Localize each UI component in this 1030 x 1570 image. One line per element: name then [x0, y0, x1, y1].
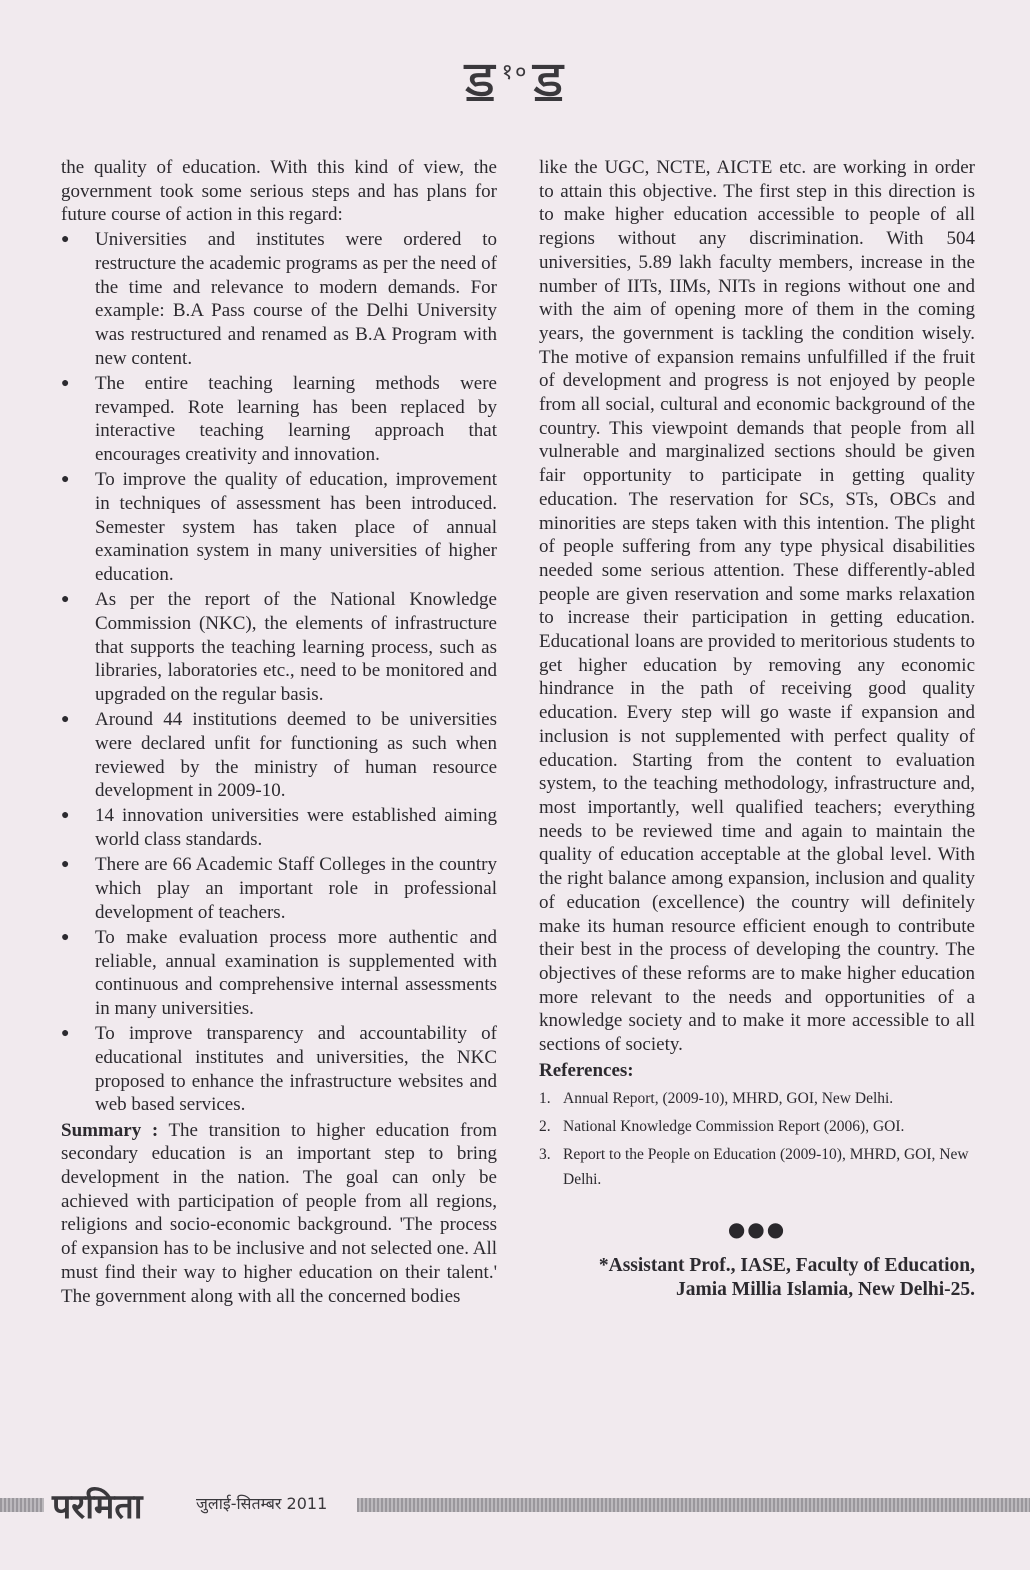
issue-date: जुलाई-सितम्बर 2011	[196, 1494, 328, 1513]
bullet-icon: ●	[61, 472, 70, 488]
reference-item: 2. National Knowledge Commission Report (2006), GOI.	[539, 1118, 905, 1136]
right-column	[539, 156, 975, 1302]
bullet-icon: ●	[61, 1026, 70, 1042]
reference-item: 1. Annual Report, (2009-10), MHRD, GOI, New Delhi.	[539, 1090, 894, 1108]
page-footer	[0, 1487, 1030, 1527]
bullet-icon: ●	[61, 930, 70, 945]
intro-paragraph: the quality of education. With this kind of view, the government took some serious steps and has plans for future course of action in this regard:	[61, 157, 497, 226]
bullet-icon: ●	[61, 857, 70, 873]
list-item: ● The entire teaching learning methods were revamped. Rote learning has been replaced by interactive teaching learning approach that encourages creativity and innovation.	[61, 372, 497, 465]
references-heading: References:	[539, 1059, 634, 1081]
author-affiliation	[539, 1254, 975, 1302]
list-item: ● To improve transparency and accountability of educational institutes and universities, the NKC proposed to enhance the infrastructure websites and web based services.	[61, 1023, 497, 1116]
list-item: ● To make evaluation process more authentic and reliable, annual examination is supplemented with continuous and comprehensive internal assessments in many universities.	[61, 927, 497, 1020]
list-item: ● 14 innovation universities were established aiming world class standards.	[61, 805, 497, 851]
affiliation-line-2: Jamia Millia Islamia, New Delhi-25.	[676, 1279, 975, 1301]
list-item: ● As per the report of the National Knowledge Commission (NKC), the elements of infrastructure that supports the teaching learning process, such as libraries, laboratories etc., need to be monitored and upgraded on the regular basis.	[61, 589, 497, 705]
journal-name: परमिता	[52, 1487, 143, 1527]
summary-paragraph	[61, 1119, 497, 1309]
footer-rule-right	[357, 1498, 1030, 1512]
bullet-icon: ●	[61, 232, 70, 248]
bullet-icon: ●	[61, 592, 70, 608]
header-right-ornament: ॾ	[532, 47, 566, 115]
list-item: ● Universities and institutes were ordered to restructure the academic programs as per the need of the time and relevance to modern demands. For example: B.A Pass course of the Delhi University was restructured and renamed as B.A Program with new content.	[61, 229, 497, 369]
body-paragraph: like the UGC, NCTE, AICTE etc. are working in order to attain this objective. The first step in this direction is to make higher education accessible to people of all regions without any discrimination. With 504 universities, 5.89 lakh faculty members, increase in the number of IITs, IIMs, NITs in regions without one and with the aim of opening more of them in the coming years, the government is tackling the condition wisely. The motive of expansion remains unfulfilled if the fruit of development and progress is not enjoyed by people from all social, cultural and economic background of the country. This viewpoint demands that people from all vulnerable and marginalized sections should be given fair opportunity to participate in getting quality education. The reservation for SCs, STs, OBCs and minorities are steps taken with this intention. The plight of people suffering from any type physical disabilities needed some serious attention. These differently-abled people are given reservation and some marks relaxation to increase their participation in getting education. Educational loans are provided to meritorious students to get higher education by removing any economic hindrance in the path of receiving good quality education. Every step will go waste if expansion and inclusion is not supplemented with perfect quality of education. Starting from the content to evaluation system, to the teaching methodology, infrastructure and, most importantly, well qualified teachers; everything needs to be reviewed time and again to maintain the quality of education acceptable at the global level. With the right balance among expansion, inclusion and quality of education (excellence) the country will definitely make its human resource efficient enough to contribute their best in the process of developing the country. The objectives of these reforms are to make higher education more relevant to the needs and opportunities of a knowledge society and to make it more accessible to all sections of society.	[539, 157, 975, 1056]
footer-rule-left	[0, 1498, 44, 1512]
page-number: १०	[501, 59, 529, 85]
summary-label: Summary :	[61, 1119, 159, 1141]
list-item: ● To improve the quality of education, improvement in techniques of assessment has been introduced. Semester system has taken place of annual examination system in many universities of higher education.	[61, 469, 497, 585]
page-number-header	[0, 47, 1030, 115]
reform-list	[61, 228, 497, 1117]
reference-item: 3. Report to the People on Education (2009-10), MHRD, GOI, New Delhi.	[539, 1146, 969, 1189]
bullet-icon: ●	[61, 375, 70, 391]
list-item: ● There are 66 Academic Staff Colleges in the country which play an important role in professional development of teachers.	[61, 854, 497, 923]
affiliation-line-1: *Assistant Prof., IASE, Faculty of Education,	[598, 1255, 975, 1277]
left-column	[61, 156, 497, 1308]
references-list	[539, 1086, 975, 1192]
header-left-ornament: ॾ	[464, 47, 498, 115]
bullet-icon: ●	[61, 808, 70, 824]
summary-text: The transition to higher education from secondary education is an important step to bring development in the nation. The goal can only be achieved with participation of people from all regions, religions and socio-economic background. 'The process of expansion has to be inclusive and not selected one. All must find their way to higher education on their talent.' The government along with all the concerned bodies	[61, 1119, 497, 1307]
list-item: ● Around 44 institutions deemed to be universities were declared unfit for functioning as such when reviewed by the ministry of human resource development in 2009-10.	[61, 709, 497, 802]
section-separator: ●●●	[727, 1217, 787, 1242]
bullet-icon: ●	[61, 712, 70, 728]
